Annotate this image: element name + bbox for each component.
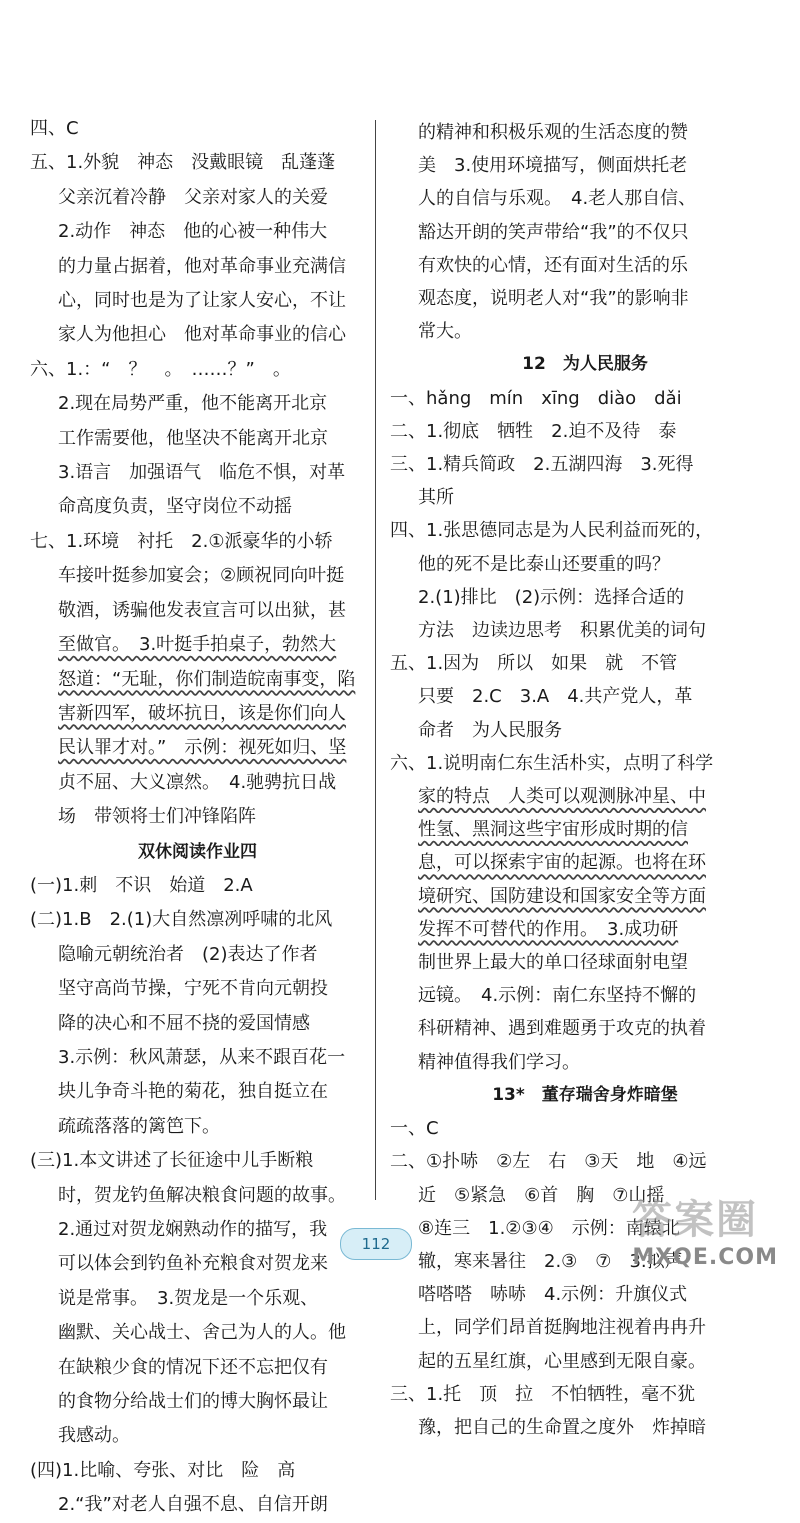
answer-text: 2.现在局势严重，他不能离开北京 — [58, 393, 328, 415]
answer-text: 方法 边读边思考 积累优美的词句 — [418, 620, 706, 642]
answer-line — [390, 548, 780, 581]
answer-line — [30, 1075, 365, 1109]
answer-text: 可以体会到钓鱼补充粮食对贺龙来 — [58, 1253, 328, 1275]
answer-line — [390, 149, 780, 182]
answer-text: 降的决心和不屈不挠的爱国情感 — [58, 1012, 310, 1034]
answer-line — [30, 559, 365, 593]
answer-text: 时，贺龙钓鱼解决粮食问题的故事。 — [58, 1184, 346, 1206]
answer-line — [30, 1144, 365, 1178]
answer-text: 息，可以探索宇宙的起源。也将在环 — [418, 852, 706, 874]
answer-text: 豁达开朗的笑声带给“我”的不仅只 — [418, 221, 689, 243]
answer-line — [390, 282, 780, 315]
answer-line — [390, 780, 780, 813]
answer-text: 双休阅读作业四 — [138, 841, 257, 862]
answer-text: 敬酒，诱骗他发表宣言可以出狱，甚 — [58, 599, 346, 621]
answer-line — [390, 614, 780, 647]
answer-line — [30, 697, 365, 731]
answer-text: 怒道：“无耻，你们制造皖南事变，陷 — [58, 668, 356, 690]
left-column — [30, 112, 365, 1523]
answer-text: 科研精神、遇到难题勇于攻克的执着 — [418, 1018, 706, 1040]
answer-text: 在缺粮少食的情况下还不忘把仅有 — [58, 1356, 328, 1378]
answer-text: 2.通过对贺龙娴熟动作的描写，我 — [58, 1219, 328, 1240]
answer-text: 工作需要他，他坚决不能离开北京 — [58, 427, 328, 449]
answer-text: 命者 为人民服务 — [418, 719, 562, 741]
answer-text: 隐喻元朝统治者 (2)表达了作者 — [58, 943, 318, 965]
answer-text: 只要 2.C 3.A 4.共产党人，革 — [418, 686, 693, 708]
answer-text: 他的死不是比泰山还要重的吗？ — [418, 553, 670, 575]
answer-text: 有欢快的心情，还有面对生活的乐 — [418, 254, 688, 276]
answer-line — [30, 938, 365, 972]
answer-line — [390, 315, 780, 348]
answer-line — [30, 353, 365, 387]
answer-line — [390, 216, 780, 249]
answer-line — [390, 514, 780, 547]
answer-line — [30, 1488, 365, 1522]
answer-text: 四、1.张思德同志是为人民利益而死的， — [390, 520, 714, 542]
answer-text: 说是常事。 3.贺龙是一个乐观、 — [58, 1287, 319, 1309]
answer-line — [390, 714, 780, 747]
section-heading — [390, 1079, 780, 1112]
answer-line — [390, 1378, 780, 1411]
answer-text: 人的自信与乐观。 4.老人那自信、 — [418, 188, 697, 210]
answer-text: 五、1.因为 所以 如果 就 不管 — [390, 653, 678, 675]
answer-line — [390, 481, 780, 514]
answer-text: 的精神和积极乐观的生活态度的赞 — [418, 122, 688, 143]
answer-text: 命高度负责，坚守岗位不动摇 — [58, 496, 292, 518]
answer-text: 3.示例：秋风萧瑟，从来不跟百花一 — [58, 1046, 346, 1068]
answer-text: 13* 董存瑞舍身炸暗堡 — [492, 1084, 678, 1105]
answer-text: 四、C — [30, 118, 79, 139]
answer-text: 车接叶挺参加宴会；②顾祝同向叶挺 — [58, 565, 345, 587]
section-heading — [390, 348, 780, 381]
answer-text: 二、①扑哧 ②左 右 ③天 地 ④远 — [390, 1151, 707, 1173]
answer-line — [30, 731, 365, 765]
answer-line — [30, 181, 365, 215]
answer-line — [30, 1179, 365, 1213]
answer-line — [30, 1213, 365, 1247]
answer-text: 其所 — [418, 487, 454, 509]
answer-text: 坚守高尚节操，宁死不肯向元朝投 — [58, 978, 328, 1000]
answer-text: (三)1.本文讲述了长征途中儿手断粮 — [30, 1150, 314, 1172]
answer-text: (一)1.刺 不识 始道 2.A — [30, 874, 253, 896]
section-heading — [30, 835, 365, 869]
answer-line — [30, 1351, 365, 1385]
answer-text: 2.(1)排比 (2)示例：选择合适的 — [418, 586, 685, 608]
answer-line — [30, 1419, 365, 1453]
answer-line — [390, 946, 780, 979]
answer-line — [30, 1454, 365, 1488]
answer-text: 性氢、黑洞这些宇宙形成时期的信 — [418, 819, 688, 841]
answer-line — [390, 1278, 780, 1311]
answer-text: 贞不屈、大义凛然。 4.驰骋抗日战 — [58, 771, 337, 793]
answer-line — [30, 800, 365, 834]
answer-line — [30, 903, 365, 937]
column-divider — [375, 120, 376, 1200]
answer-line — [30, 490, 365, 524]
watermark-logo: 答案圈 — [632, 1196, 758, 1243]
answer-line — [30, 663, 365, 697]
answer-line — [30, 766, 365, 800]
answer-text: 块儿争奇斗艳的菊花，独自挺立在 — [58, 1081, 328, 1103]
watermark-url: MXQE.COM — [632, 1245, 778, 1270]
answer-line — [30, 972, 365, 1006]
answer-line — [30, 525, 365, 559]
answer-text: (四)1.比喻、夸张、对比 险 高 — [30, 1459, 296, 1481]
answer-line — [390, 581, 780, 614]
answer-text: 至做官。 3.叶挺手拍桌子，勃然大 — [58, 634, 337, 656]
answer-line — [30, 112, 365, 146]
answer-line — [390, 1112, 780, 1145]
answer-text: 常大。 — [418, 321, 472, 343]
answer-line — [30, 1316, 365, 1350]
answer-line — [390, 680, 780, 713]
answer-text: 制世界上最大的单口径球面射电望 — [418, 952, 688, 974]
answer-text: 发挥不可替代的作用。 3.成功研 — [418, 918, 679, 940]
answer-line — [390, 448, 780, 481]
answer-text: 疏疏落落的篱笆下。 — [58, 1115, 220, 1137]
answer-text: 2.动作 神态 他的心被一种伟大 — [58, 221, 328, 243]
answer-text: 一、hǎng mín xīng diào dǎi — [390, 387, 682, 409]
answer-line — [390, 249, 780, 282]
answer-text: 12 为人民服务 — [522, 354, 648, 375]
answer-line — [30, 250, 365, 284]
answer-line — [390, 1411, 780, 1444]
page-number: 112 — [340, 1228, 412, 1260]
answer-text: 嗒嗒嗒 哧哧 4.示例：升旗仪式 — [418, 1284, 688, 1306]
answer-line — [30, 387, 365, 421]
answer-text: 三、1.精兵简政 2.五湖四海 3.死得 — [390, 454, 694, 476]
answer-line — [390, 1012, 780, 1045]
answer-text: 观态度，说明老人对“我”的影响非 — [418, 288, 689, 310]
answer-text: 3.语言 加强语气 临危不惧，对革 — [58, 462, 346, 484]
answer-line — [390, 116, 780, 149]
answer-line — [390, 415, 780, 448]
answer-text: 的力量占据着，他对革命事业充满信 — [58, 255, 346, 277]
answer-line — [30, 422, 365, 456]
answer-line — [30, 456, 365, 490]
answer-text: 七、1.环境 衬托 2.①派豪华的小轿 — [30, 530, 333, 552]
answer-line — [390, 979, 780, 1012]
answer-text: 民认罪才对。” 示例：视死如归、坚 — [58, 737, 347, 759]
answer-line — [390, 1145, 780, 1178]
answer-text: 的食物分给战士们的博大胸怀最让 — [58, 1391, 328, 1413]
answer-text: 三、1.托 顶 拉 不怕牺牲，毫不犹 — [390, 1383, 696, 1405]
answer-line — [390, 1046, 780, 1079]
answer-text: 精神值得我们学习。 — [418, 1051, 580, 1073]
answer-text: 辙，寒来暑往 2.③ ⑦ 3.拟声 — [418, 1250, 683, 1272]
answer-line — [30, 1110, 365, 1144]
answer-text: 豫，把自己的生命置之度外 炸掉暗 — [418, 1416, 706, 1438]
answer-line — [390, 747, 780, 780]
answer-line — [30, 215, 365, 249]
answer-text: 六、1.：“ ？ 。 ……？” 。 — [30, 358, 291, 380]
answer-line — [30, 1282, 365, 1316]
answer-text: 六、1.说明南仁东生活朴实，点明了科学 — [390, 752, 714, 774]
answer-line — [390, 813, 780, 846]
answer-line — [30, 146, 365, 180]
answer-text: 2.“我”对老人自强不息、自信开朗 — [58, 1494, 328, 1516]
answer-text: 父亲沉着冷静 父亲对家人的关爱 — [58, 186, 328, 208]
answer-text: 境研究、国防建设和国家安全等方面 — [418, 885, 706, 907]
answer-text: 起的五星红旗，心里感到无限自豪。 — [418, 1350, 706, 1372]
answer-text: 一、C — [390, 1118, 439, 1140]
answer-line — [390, 880, 780, 913]
answer-text: 场 带领将士们冲锋陷阵 — [58, 806, 256, 828]
answer-text: 五、1.外貌 神态 没戴眼镜 乱蓬蓬 — [30, 152, 336, 174]
answer-line — [30, 284, 365, 318]
answer-line — [30, 1041, 365, 1075]
answer-line — [30, 628, 365, 662]
answer-line — [390, 382, 780, 415]
answer-line — [390, 182, 780, 215]
answer-text: 远镜。 4.示例：南仁东坚持不懈的 — [418, 985, 697, 1007]
answer-line — [30, 1247, 365, 1281]
answer-line — [30, 1007, 365, 1041]
answer-line — [30, 318, 365, 352]
answer-line — [30, 1385, 365, 1419]
answer-text: 我感动。 — [58, 1425, 130, 1447]
answer-line — [390, 846, 780, 879]
answer-line — [390, 1311, 780, 1344]
answer-text: 心，同时也是为了让家人安心，不让 — [58, 290, 346, 312]
answer-line — [390, 913, 780, 946]
answer-line — [30, 869, 365, 903]
answer-text: 上，同学们昂首挺胸地注视着冉冉升 — [418, 1317, 706, 1339]
answer-text: ⑧连三 1.②③④ 示例：南辕北 — [418, 1217, 680, 1239]
answer-line — [30, 594, 365, 628]
answer-line — [390, 1345, 780, 1378]
answer-text: 美 3.使用环境描写，侧面烘托老 — [418, 155, 688, 177]
answer-text: 家人为他担心 他对革命事业的信心 — [58, 324, 346, 346]
answer-text: 近 ⑤紧急 ⑥首 胸 ⑦山摇 — [418, 1184, 665, 1206]
answer-text: 幽默、关心战士、舍己为人的人。他 — [58, 1322, 346, 1344]
answer-text: 二、1.彻底 牺牲 2.迫不及待 泰 — [390, 420, 677, 442]
answer-text: 家的特点 人类可以观测脉冲星、中 — [418, 786, 706, 808]
answer-text: 害新四军，破坏抗日，该是你们向人 — [58, 702, 346, 724]
answer-line — [390, 647, 780, 680]
answer-text: (二)1.B 2.(1)大自然凛冽呼啸的北风 — [30, 909, 333, 931]
